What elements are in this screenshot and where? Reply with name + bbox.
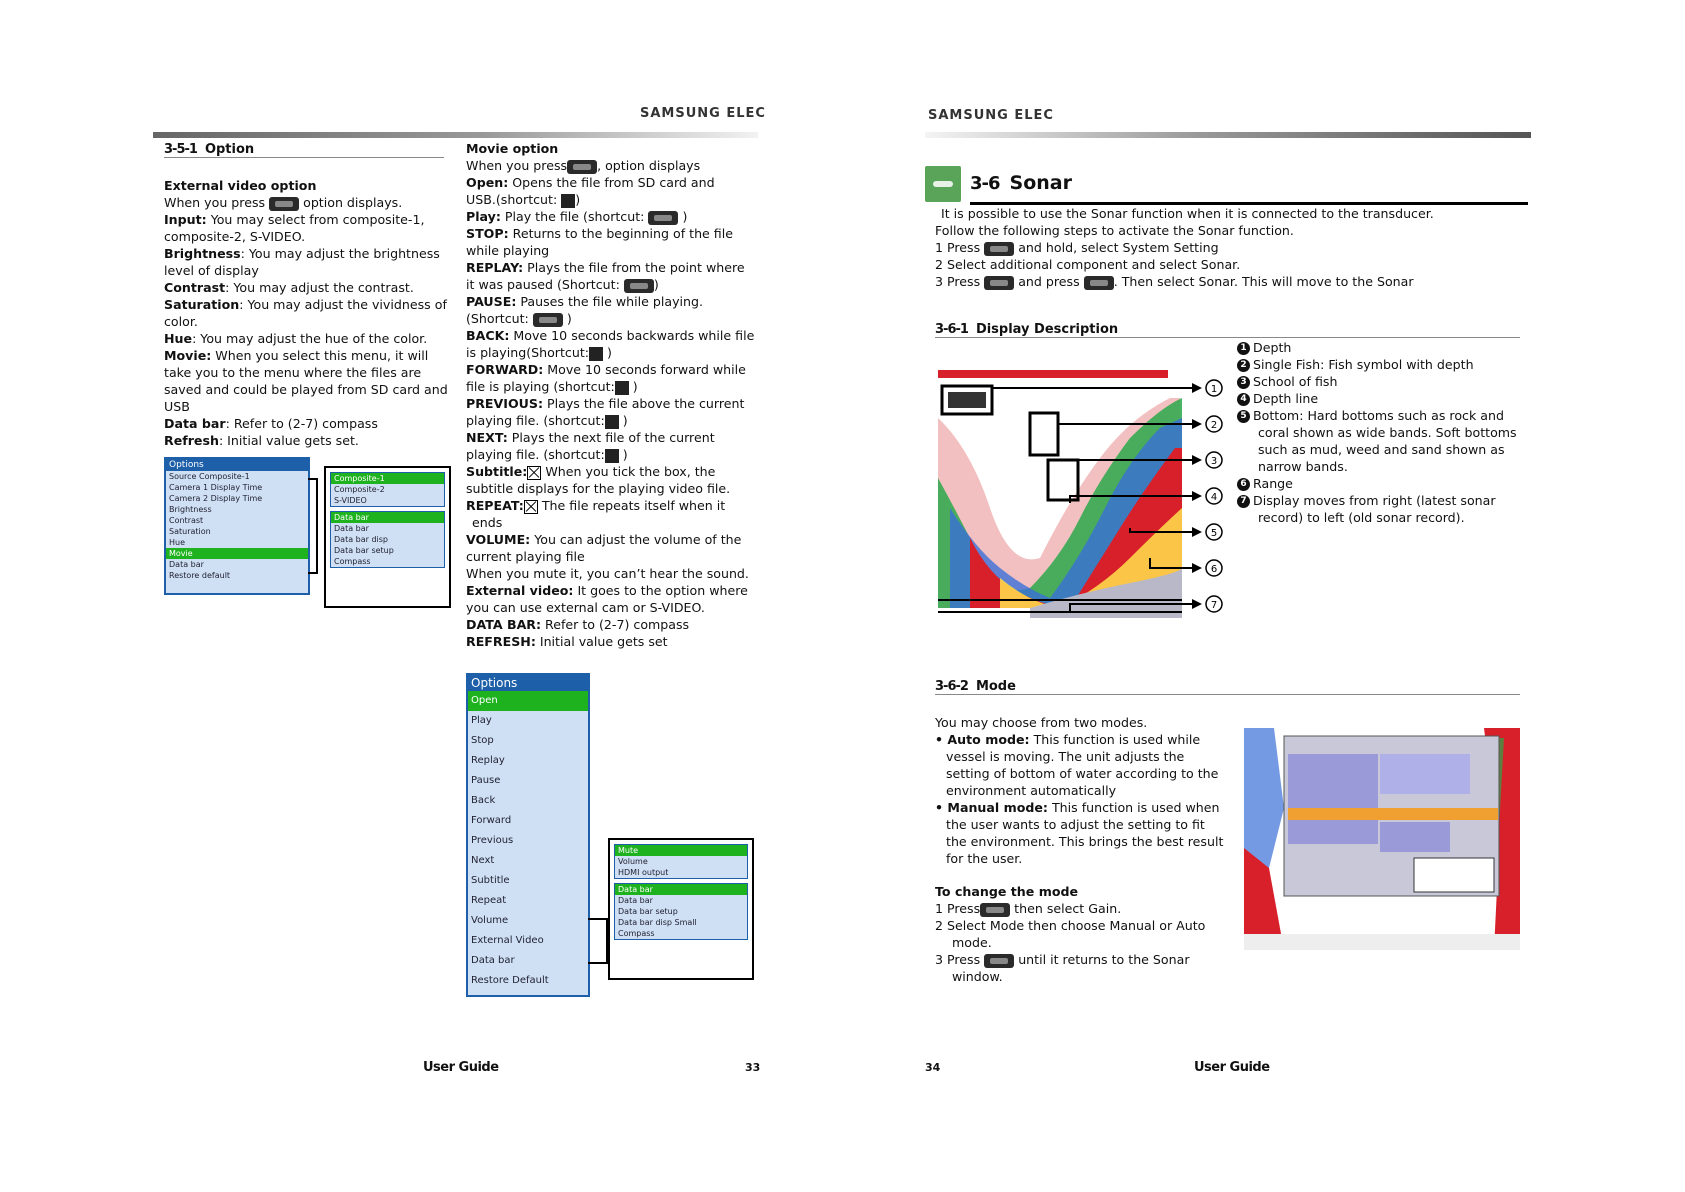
manual-mode-label: • Manual mode: — [935, 800, 1048, 815]
menu-item: Data bar disp Small — [618, 918, 697, 927]
legend-text: Display moves from right (latest sonar — [1253, 493, 1496, 508]
play-label: Play: — [466, 209, 501, 224]
manual-mode-text-2: the user wants to adjust the setting to fit — [946, 817, 1205, 832]
movie-text-4: USB — [164, 399, 190, 414]
forward-shortcut-icon — [615, 381, 629, 395]
legend-number-icon: 6 — [1237, 478, 1250, 491]
previous-label: PREVIOUS: — [466, 396, 544, 411]
change-mode-heading: To change the mode — [935, 884, 1079, 899]
section-heading-display — [935, 322, 1520, 338]
ext-intro-b: option displays. — [303, 195, 403, 210]
menu-item: Data bar setup — [334, 546, 394, 555]
movie-text-2: take you to the menu where the files are — [164, 365, 422, 380]
menu-item: Data bar — [334, 524, 369, 533]
menu-item: HDMI output — [618, 868, 669, 877]
change-step3-c: window. — [952, 969, 1003, 984]
back-label: BACK: — [466, 328, 510, 343]
menu-item: Compass — [618, 929, 655, 938]
menu-item: Data bar setup — [618, 907, 678, 916]
previous-text-2: playing file. (shortcut: — [466, 413, 605, 428]
pause-text-2: (Shortcut: — [466, 311, 529, 326]
brightness-text: : You may adjust the brightness — [240, 246, 440, 261]
footer-left: User Guide — [423, 1060, 499, 1075]
menu-item: Volume — [618, 857, 648, 866]
menu-item: Data bar — [615, 884, 747, 895]
volume-text: You can adjust the volume of the — [530, 532, 742, 547]
menu-item: Movie — [166, 548, 308, 559]
auto-mode-text: This function is used while — [1029, 732, 1201, 747]
databar-text: : Refer to (2-7) compass — [225, 416, 378, 431]
step3-text: 3 Press — [935, 274, 981, 289]
legend-number-icon: 3 — [1237, 376, 1250, 389]
section-number: 3-5-1 — [164, 142, 197, 157]
menu-item: Composite-2 — [334, 485, 385, 494]
intro-line-1: It is possible to use the Sonar function when it is connected to the transducer. — [941, 206, 1434, 221]
manual-mode-text-3: the environment. This brings the best result — [946, 834, 1224, 849]
forward-text: Move 10 seconds forward while — [543, 362, 746, 377]
external-video-popup — [324, 466, 451, 608]
callout-arrowhead — [1192, 383, 1202, 393]
manual-mode-text: This function is used when — [1047, 800, 1220, 815]
hue-label: Hue — [164, 331, 193, 346]
legend-text: such as mud, weed and sand shown as — [1258, 442, 1505, 457]
popup-volume-list — [614, 844, 748, 879]
auto-mode-label: • Auto mode: — [935, 732, 1030, 747]
repeat-label: REPEAT: — [466, 498, 524, 513]
legend-item — [1237, 407, 1517, 424]
play-shortcut-icon — [648, 211, 678, 225]
refresh2-label: REFRESH: — [466, 634, 536, 649]
databar2-text: Refer to (2-7) compass — [541, 617, 690, 632]
legend-item — [1237, 390, 1517, 407]
input-label: Input: — [164, 212, 207, 227]
change-step3: 3 Press — [935, 952, 981, 967]
menu-item: Data bar — [618, 896, 653, 905]
sonar-callout-arrows — [930, 358, 1230, 630]
menu-item: Next — [471, 855, 495, 866]
legend-text: coral shown as wide bands. Soft bottoms — [1258, 425, 1517, 440]
menu-item: Saturation — [169, 527, 211, 536]
callout-arrowhead — [1192, 455, 1202, 465]
menu-item: Replay — [471, 755, 505, 766]
close-paren: ) — [653, 277, 659, 292]
movie-intro: When you press — [466, 158, 568, 173]
menu-title: Options — [468, 675, 588, 691]
extvideo-text-2: you can use external cam or S-VIDEO. — [466, 600, 705, 615]
repeat-text-2: ends — [472, 515, 503, 530]
callout-arrowhead — [1192, 527, 1202, 537]
forward-text-2: file is playing (shortcut: — [466, 379, 615, 394]
menu-item: Forward — [471, 815, 512, 826]
step1-text: 1 Press — [935, 240, 981, 255]
legend-text: narrow bands. — [1258, 459, 1348, 474]
replay-label: REPLAY: — [466, 260, 524, 275]
play-text: Play the file (shortcut: — [500, 209, 645, 224]
previous-text: Plays the file above the current — [543, 396, 745, 411]
hue-text: : You may adjust the hue of the color. — [192, 331, 428, 346]
next-text: Plays the next file of the current — [507, 430, 715, 445]
menu-item: Contrast — [169, 516, 204, 525]
menu-item: Back — [471, 795, 496, 806]
menu-item: Subtitle — [471, 875, 510, 886]
step2-text: 2 Select additional component and select Sonar. — [935, 257, 1241, 272]
popup-source-list — [330, 472, 445, 507]
change-step3-b: until it returns to the Sonar — [1018, 952, 1190, 967]
close-paren: ) — [632, 379, 638, 394]
callout-number: 3 — [1210, 456, 1218, 467]
popup-databar-list — [614, 883, 748, 940]
mute-text: When you mute it, you can’t hear the sound. — [466, 566, 749, 581]
back-text: Move 10 seconds backwards while file — [509, 328, 755, 343]
brightness-text-2: level of display — [164, 263, 259, 278]
subtitle-text: When you tick the box, the — [545, 464, 716, 479]
sonar-section-icon — [925, 166, 961, 202]
menu-item: Previous — [471, 835, 514, 846]
external-video-menu-screenshot — [164, 457, 310, 595]
menu-title: Options — [166, 459, 308, 471]
next-text-2: playing file. (shortcut: — [466, 447, 605, 462]
change-step2: 2 Select Mode then choose Manual or Auto — [935, 918, 1206, 933]
sonar-mode-menu-screenshot — [1244, 728, 1520, 950]
auto-mode-text-4: environment automatically — [946, 783, 1117, 798]
menu-item: Mute — [615, 845, 747, 856]
section-number: 3-6-2 — [935, 679, 968, 694]
saturation-label: Saturation — [164, 297, 240, 312]
contrast-text: : You may adjust the contrast. — [225, 280, 414, 295]
menu-item: Composite-1 — [331, 473, 444, 484]
callout-number: 2 — [1210, 420, 1218, 431]
back-shortcut-icon — [589, 347, 603, 361]
change-step1-b: then select Gain. — [1010, 901, 1122, 916]
callout-arrowhead — [1192, 563, 1202, 573]
option-button-icon — [567, 160, 597, 174]
page-number-left: 33 — [745, 1061, 761, 1074]
callout-number: 5 — [1210, 528, 1218, 539]
movie-heading: Movie option — [466, 141, 559, 156]
close-paren: ) — [607, 345, 612, 360]
legend-item — [1237, 424, 1517, 441]
pause-text: Pauses the file while playing. — [516, 294, 704, 309]
movie-text-3: saved and could be played from SD card and — [164, 382, 448, 397]
stop-label: STOP: — [466, 226, 509, 241]
section-title: Display Description — [975, 322, 1119, 337]
menu-item: Data bar — [471, 955, 515, 966]
menu-button-icon — [984, 276, 1014, 290]
menu-item: Camera 1 Display Time — [169, 483, 263, 492]
close-paren: ) — [566, 311, 572, 326]
checkbox-icon — [527, 466, 541, 480]
brand-logo-right: SAMSUNG ELEC — [928, 108, 1054, 123]
menu-item: Stop — [471, 735, 494, 746]
contrast-label: Contrast — [164, 280, 226, 295]
replay-shortcut-icon — [624, 279, 654, 293]
refresh-text: : Initial value gets set. — [218, 433, 359, 448]
callout-number: 4 — [1210, 492, 1218, 503]
header-bar-right — [925, 132, 1531, 138]
previous-shortcut-icon — [605, 415, 619, 429]
volume-label: VOLUME: — [466, 532, 531, 547]
brand-logo-left: SAMSUNG ELEC — [640, 106, 766, 121]
section-title: Mode — [975, 679, 1016, 694]
menu-item: Data bar disp — [334, 535, 389, 544]
menu-item: Pause — [471, 775, 501, 786]
legend-number-icon: 1 — [1237, 342, 1250, 355]
movie-intro-b: , option displays — [597, 158, 701, 173]
legend-text: Depth line — [1253, 391, 1319, 406]
ext-intro: When you press — [164, 195, 266, 210]
section-heading-sonar — [970, 172, 1528, 205]
mode-text — [935, 714, 1235, 985]
repeat-text: The file repeats itself when it — [541, 498, 726, 513]
step1-text-b: and hold, select System Setting — [1018, 240, 1219, 255]
saturation-text: : You may adjust the vividness of — [239, 297, 447, 312]
callout-arrow — [1150, 558, 1192, 568]
refresh2-text: Initial value gets set — [535, 634, 668, 649]
movie-options-popup — [608, 838, 754, 980]
menu-item: Restore Default — [471, 975, 549, 986]
step3-text-c: . Then select Sonar. This will move to the Sonar — [1113, 274, 1414, 289]
exit-button-icon — [984, 954, 1014, 968]
callout-arrow — [1078, 460, 1192, 476]
movie-option-text — [466, 140, 756, 650]
movie-label: Movie: — [164, 348, 212, 363]
stop-text: Returns to the beginning of the file — [508, 226, 733, 241]
legend-text: Range — [1253, 476, 1293, 491]
forward-label: FORWARD: — [466, 362, 544, 377]
callout-number: 6 — [1210, 564, 1218, 575]
legend-number-icon: 2 — [1237, 359, 1250, 372]
menu-item: Brightness — [169, 505, 212, 514]
callout-arrow — [992, 388, 1192, 400]
ext-heading: External video option — [164, 178, 317, 193]
subtitle-text-2: subtitle displays for the playing video file. — [466, 481, 731, 496]
footer-right: User Guide — [1194, 1060, 1270, 1075]
popup-databar-list — [330, 511, 445, 568]
next-shortcut-icon — [605, 449, 619, 463]
option-button-icon — [269, 197, 299, 211]
extvideo-text: It goes to the option where — [573, 583, 748, 598]
menu-item: Source Composite-1 — [169, 472, 250, 481]
section-number: 3-6-1 — [935, 322, 968, 337]
menu-item: S-VIDEO — [334, 496, 367, 505]
open-text: Opens the file from SD card and — [508, 175, 715, 190]
section-number: 3-6 — [970, 173, 1000, 194]
change-step1: 1 Press — [935, 901, 981, 916]
menu-item: Hue — [169, 538, 186, 547]
menu-item: Data bar — [331, 512, 444, 523]
change-step2-b: mode. — [952, 935, 992, 950]
page-number-right: 34 — [925, 1061, 941, 1074]
close-paren: ) — [622, 413, 628, 428]
replay-text: Plays the file from the point where — [523, 260, 745, 275]
open-text-2: USB.(shortcut: — [466, 192, 558, 207]
auto-mode-text-2: vessel is moving. The unit adjusts the — [946, 749, 1185, 764]
legend-number-icon: 5 — [1237, 410, 1250, 423]
extvideo-label: External video: — [466, 583, 574, 598]
sonar-intro-text — [935, 205, 1525, 290]
step3-text-b: and press — [1018, 274, 1080, 289]
menu-button-icon — [980, 903, 1010, 917]
connector-bracket — [588, 918, 608, 964]
legend-item — [1237, 509, 1517, 526]
close-paren: ) — [575, 192, 581, 207]
callout-arrowhead — [1192, 419, 1202, 429]
callout-arrowhead — [1192, 599, 1202, 609]
legend-text: Single Fish: Fish symbol with depth — [1253, 357, 1474, 372]
menu-item: Volume — [471, 915, 509, 926]
legend-item — [1237, 475, 1517, 492]
subtitle-label: Subtitle: — [466, 464, 528, 479]
back-text-2: is playing(Shortcut: — [466, 345, 589, 360]
brightness-label: Brightness — [164, 246, 241, 261]
menu-item: Repeat — [471, 895, 507, 906]
legend-item — [1237, 458, 1517, 475]
menu-item: Play — [471, 715, 492, 726]
manual-mode-text-4: for the user. — [946, 851, 1023, 866]
section-title: Option — [204, 142, 255, 157]
input-text-2: composite-2, S-VIDEO. — [164, 229, 306, 244]
legend-text: Depth — [1253, 340, 1292, 355]
callout-arrow — [1058, 424, 1192, 438]
input-text: You may select from composite-1, — [206, 212, 425, 227]
callout-arrow — [1070, 604, 1192, 612]
external-video-text — [164, 177, 454, 449]
menu-button-icon — [984, 242, 1014, 256]
legend-number-icon: 7 — [1237, 495, 1250, 508]
legend-text: record) to left (old sonar record). — [1258, 510, 1465, 525]
menu-item: External Video — [471, 935, 544, 946]
legend-number-icon: 4 — [1237, 393, 1250, 406]
section-title: Sonar — [1009, 172, 1072, 194]
close-paren: ) — [682, 209, 688, 224]
replay-text-2: it was paused (Shortcut: — [466, 277, 620, 292]
callout-arrowhead — [1192, 491, 1202, 501]
open-label: Open: — [466, 175, 509, 190]
stop-text-2: while playing — [466, 243, 550, 258]
mode-intro: You may choose from two modes. — [935, 715, 1148, 730]
callout-number: 7 — [1210, 600, 1218, 611]
pause-shortcut-icon — [533, 313, 563, 327]
legend-item — [1237, 373, 1517, 390]
pause-label: PAUSE: — [466, 294, 517, 309]
menu-item: Restore default — [169, 571, 231, 580]
callout-arrow — [1130, 528, 1192, 532]
databar-label: Data bar — [164, 416, 226, 431]
legend-text: Bottom: Hard bottoms such as rock and — [1253, 408, 1504, 423]
legend-item — [1237, 339, 1517, 356]
refresh-label: Refresh — [164, 433, 219, 448]
callout-arrow — [1070, 496, 1192, 503]
movie-text: When you select this menu, it will — [211, 348, 429, 363]
menu-item: Open — [468, 691, 588, 711]
legend-item — [1237, 356, 1517, 373]
menu-item: Camera 2 Display Time — [169, 494, 263, 503]
sonar-legend — [1237, 339, 1517, 526]
section-heading-option — [164, 142, 444, 158]
section-heading-mode — [935, 679, 1520, 695]
menu-item: Compass — [334, 557, 371, 566]
enter-button-icon — [1084, 276, 1114, 290]
volume-text-2: current playing file — [466, 549, 585, 564]
auto-mode-text-3: setting of bottom of water according to the — [946, 766, 1219, 781]
header-bar-left — [153, 132, 758, 138]
saturation-text-2: color. — [164, 314, 198, 329]
callout-number: 1 — [1210, 384, 1218, 395]
movie-options-menu-screenshot — [466, 673, 590, 997]
legend-item — [1237, 492, 1517, 509]
close-paren: ) — [622, 447, 628, 462]
next-label: NEXT: — [466, 430, 508, 445]
checkbox-icon — [524, 500, 538, 514]
open-shortcut-icon — [561, 194, 575, 208]
databar2-label: DATA BAR: — [466, 617, 542, 632]
connector-bracket — [308, 478, 318, 574]
legend-text: School of fish — [1253, 374, 1338, 389]
menu-item: Data bar — [169, 560, 204, 569]
legend-item — [1237, 441, 1517, 458]
intro-line-2: Follow the following steps to activate the Sonar function. — [935, 223, 1294, 238]
